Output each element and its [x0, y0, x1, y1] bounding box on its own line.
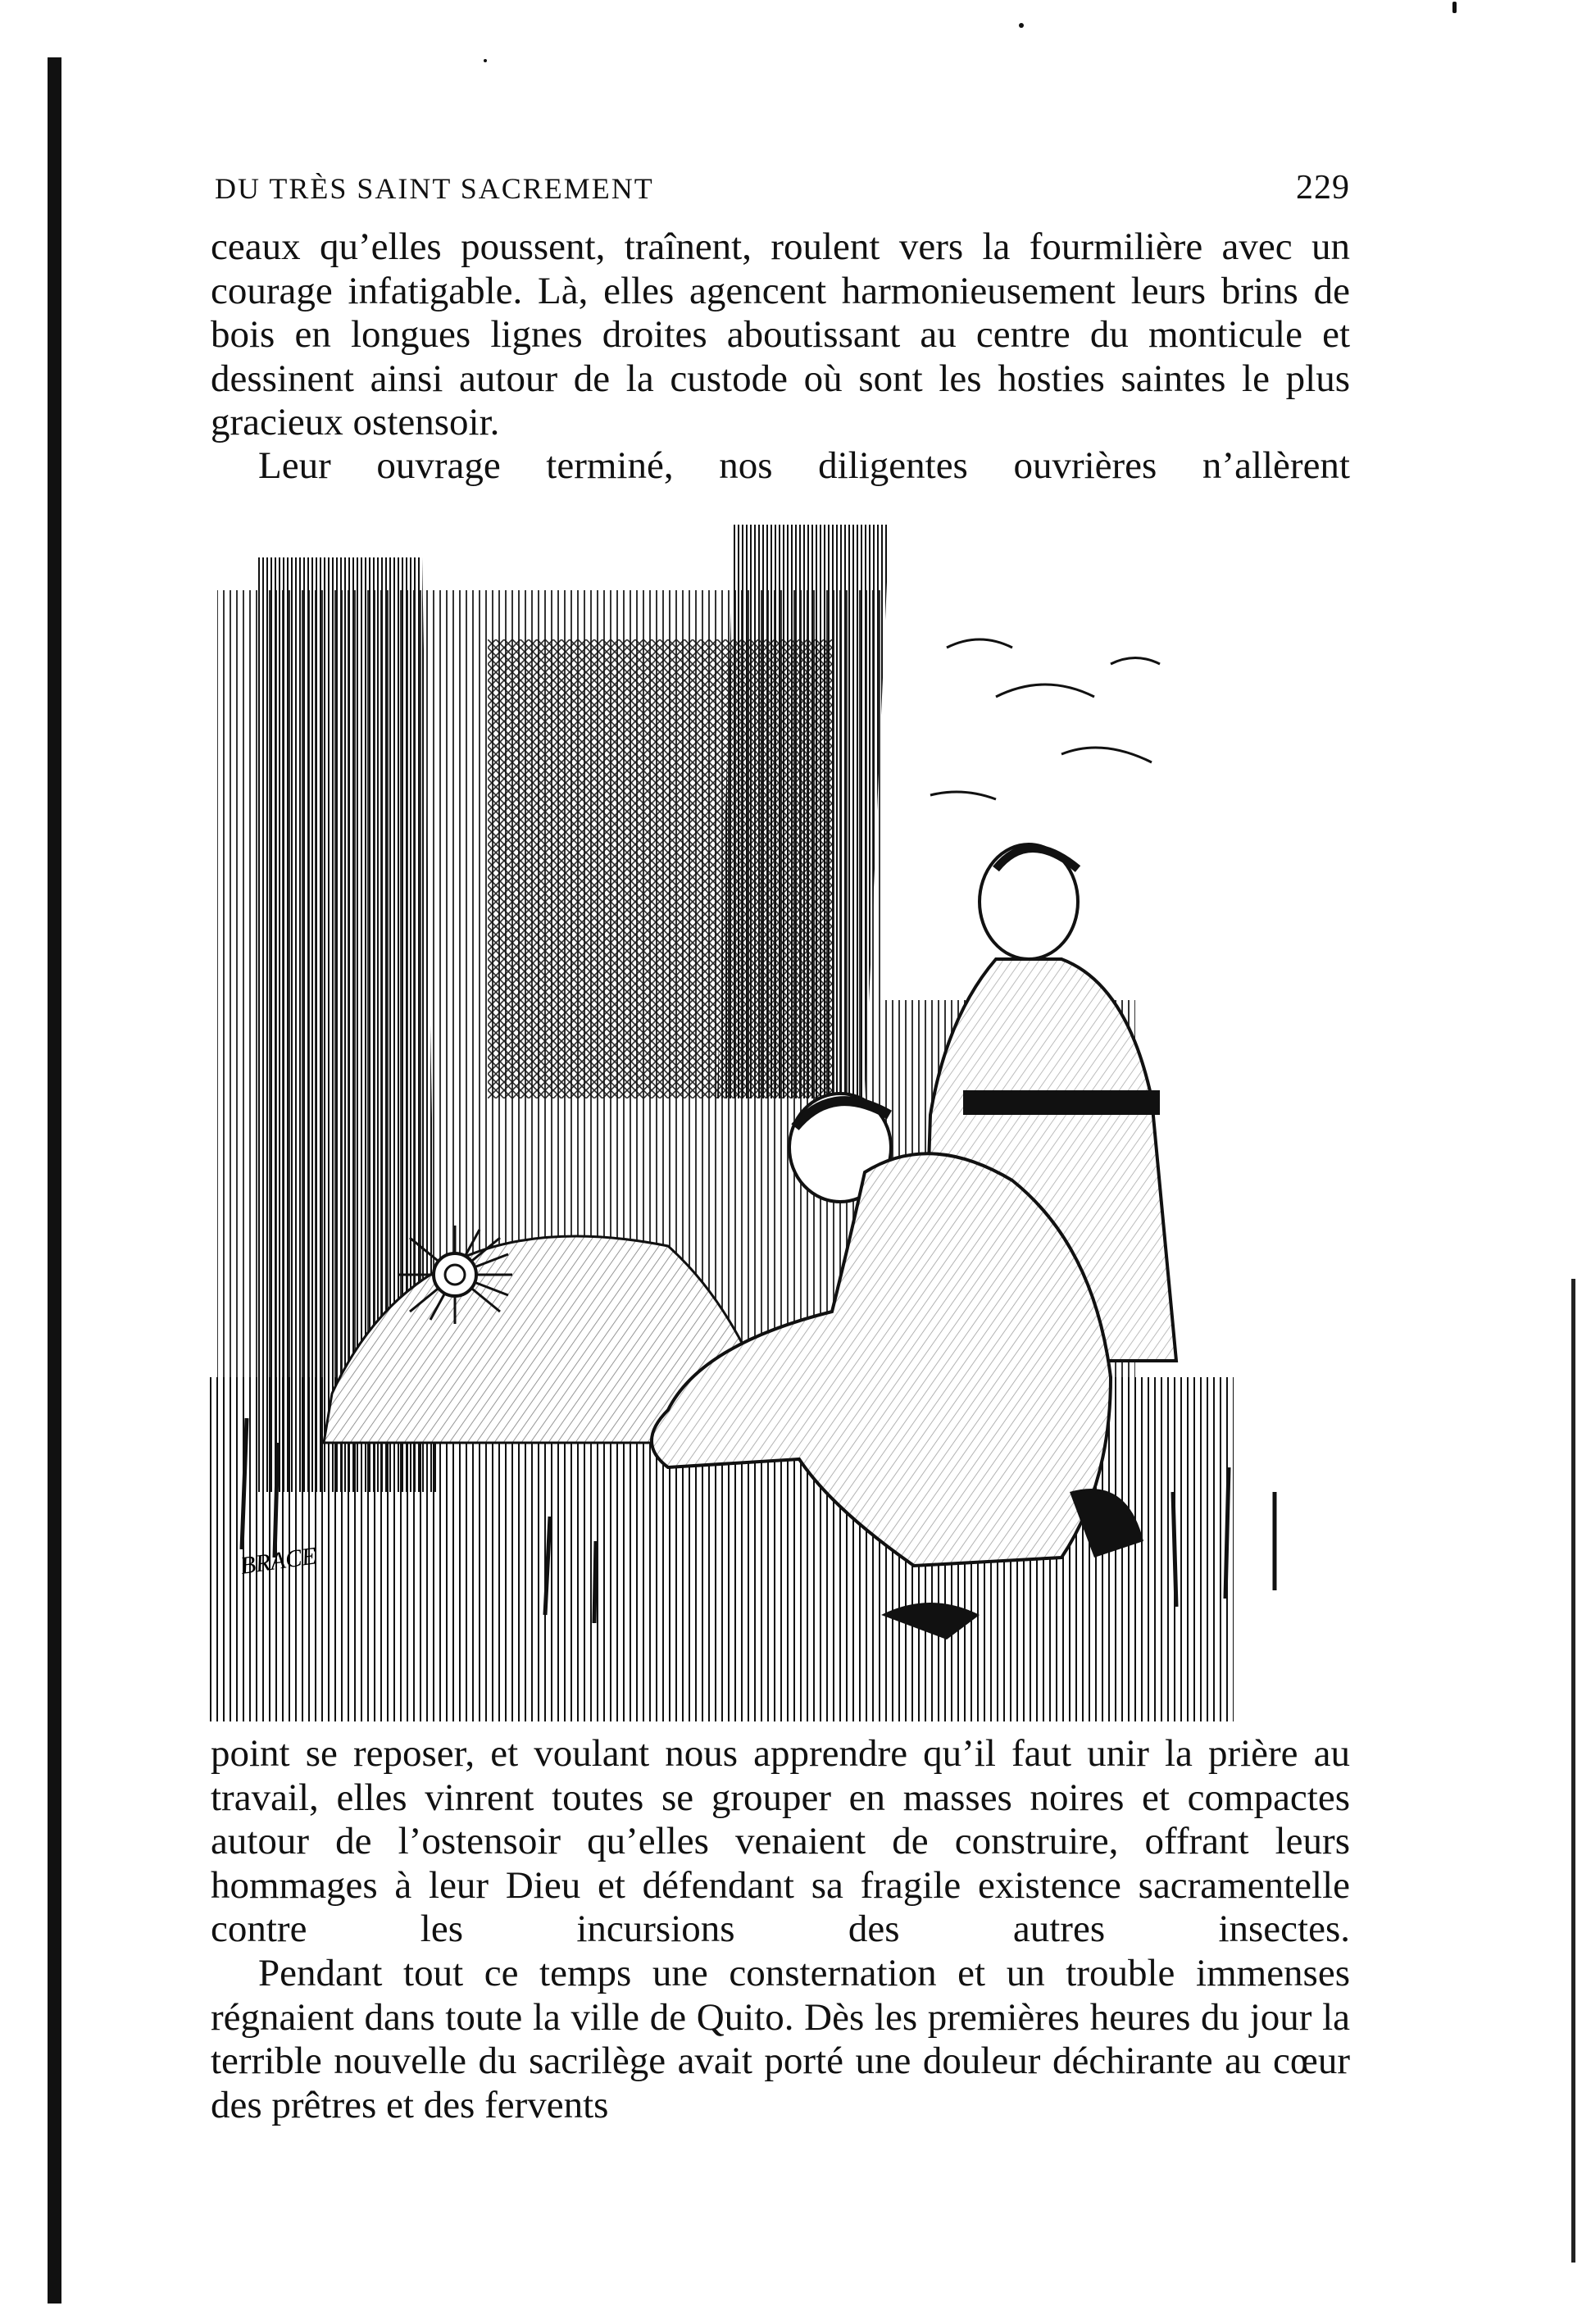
- scan-binding-edge: [48, 57, 61, 2304]
- engraving-illustration: [209, 525, 1373, 1721]
- scan-speck: [1452, 2, 1457, 13]
- scan-speck: [484, 59, 487, 62]
- scan-right-edge: [1571, 1279, 1575, 2263]
- running-header: [215, 168, 1350, 207]
- ostensoir-host: [434, 1253, 476, 1296]
- paragraph-3: Pendant tout ce temps une consternation et un trouble immenses régnaient dans toute la ville de Quito. Dès les premières heures du jour la terrible nouvelle du sacrilège avait porté une douleur déchirante au cœur des prêtres et des fervents: [211, 1952, 1350, 2126]
- artist-signature: BRACE: [239, 1542, 319, 1580]
- running-title: DU TRÈS SAINT SACREMENT: [215, 172, 654, 205]
- sky-opening: [881, 574, 1373, 1000]
- page-number: 229: [1296, 169, 1350, 207]
- paragraph-2-start: Leur ouvrage terminé, nos diligentes ouvrières n’allèrent: [258, 444, 1350, 487]
- engraving-scene: [209, 525, 1373, 1721]
- paragraph-2-end: point se reposer, et voulant nous apprendre qu’il faut unir la prière au travail, elles vinrent toutes se grouper en masses noires et compactes autour de l’ostensoir qu’elles venaient de construire, offrant leurs hommages à leur Dieu et défendant sa fragile existence sacramentelle contre les incursions des autres insectes.: [211, 1732, 1350, 1950]
- paragraph-1: ceaux qu’elles poussent, traînent, roulent vers la fourmilière avec un courage infatigable. Là, elles agencent harmonieusement leurs brins de bois en longues lignes droites aboutissant au centre du monticule et dessinent ainsi autour de la custode où sont les hosties saintes le plus gracieux ostensoir.: [211, 225, 1350, 443]
- scan-speck: [1019, 23, 1024, 28]
- tree-trunk-center: [717, 525, 889, 1098]
